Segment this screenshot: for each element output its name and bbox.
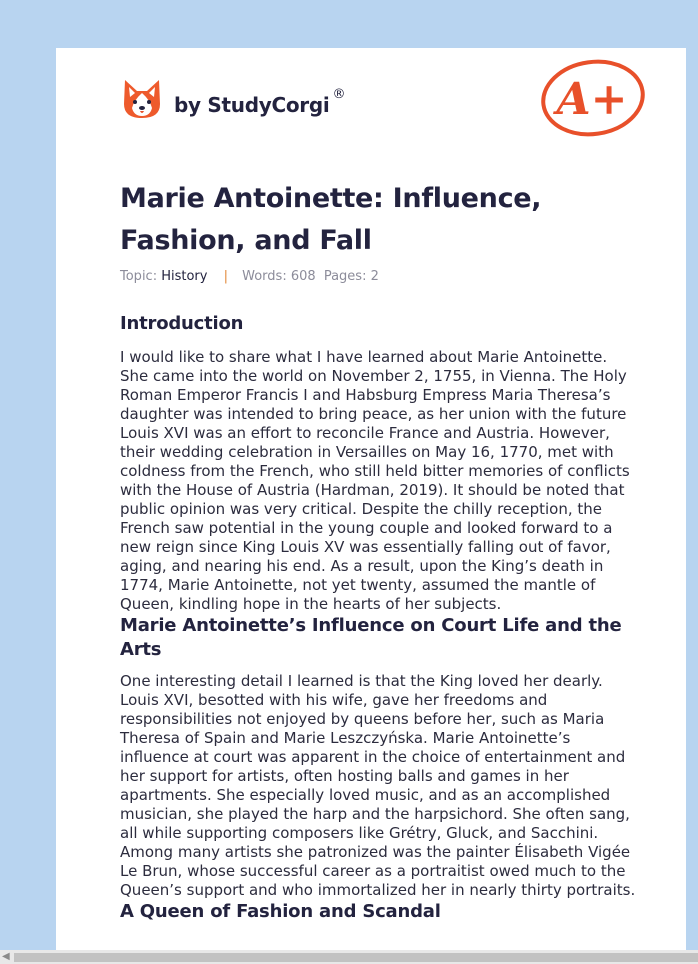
a-plus-grade-badge [538, 58, 648, 140]
pages-count: 2 [370, 269, 379, 284]
scroll-left-icon[interactable]: ◀ [2, 951, 10, 962]
grade-text: A+ [556, 74, 628, 125]
topic-link[interactable]: History [161, 269, 208, 284]
section-heading-fashion: A Queen of Fashion and Scandal [120, 901, 441, 922]
brand-name: by StudyCorgi ® [174, 87, 346, 117]
essay-meta [120, 269, 379, 284]
meta-separator: | [223, 269, 228, 284]
essay-body [120, 312, 640, 924]
registered-mark: ® [332, 87, 346, 102]
scrollbar-thumb[interactable] [14, 953, 698, 962]
words-count: 608 [290, 269, 316, 284]
section-paragraph-introduction: I would like to share what I have learned about Marie Antoinette. She came into the world on November 2, 1755, in Vienna. The Holy Roman Emperor Francis I and Habsburg Empress Maria Theresa’s daughter was intended to bring peace, as her union with the future Louis XVI was an effort to reconcile France and Austria. However, their wedding celebration in Versailles on May 16, 1770, met with coldness from the French, who still held bitter memories of conflicts with the House of Austria (Hardman, 2019). It should be noted that public opinion was very critical. Despite the chilly reception, the French saw potential in the young couple and looked forward to a new reign since King Louis XV was essentially falling out of favor, aging, and nearing his end. As a result, upon the King’s death in 1774, Marie Antoinette, not yet twenty, assumed the mantle of Queen, kindling hope in the hearts of her subjects. [120, 348, 630, 613]
pages-label: Pages: [323, 269, 367, 284]
topic-label: Topic: [120, 269, 158, 284]
words-label: Words: [242, 269, 287, 284]
document-page [56, 48, 686, 964]
studycorgi-logo[interactable] [122, 76, 345, 124]
horizontal-scrollbar[interactable] [0, 950, 698, 964]
corgi-logo-icon [122, 78, 162, 122]
page-title: Marie Antoinette: Influence, Fashion, and Fall [120, 183, 542, 256]
section-heading-introduction: Introduction [120, 313, 244, 334]
section-heading-influence: Marie Antoinette’s Influence on Court Life and the Arts [120, 615, 622, 660]
section-paragraph-influence: One interesting detail I learned is that the King loved her dearly. Louis XVI, besotted with his wife, gave her freedoms and responsibilities not enjoyed by queens before her, such as Maria Theresa of Spain and Marie Leszczyńska. Marie Antoinette’s influence at court was apparent in the choice of entertainment and her support for artists, often hosting balls and games in her apartments. She especially loved music, and as an accomplished musician, she played the harp and the harpsichord. She often sang, all while supporting composers like Grétry, Gluck, and Sacchini. Among many artists she patronized was the painter Élisabeth Vigée Le Brun, whose successful career as a portraitist owed much to the Queen’s support and who immortalized her in nearly thirty portraits. [120, 672, 636, 899]
